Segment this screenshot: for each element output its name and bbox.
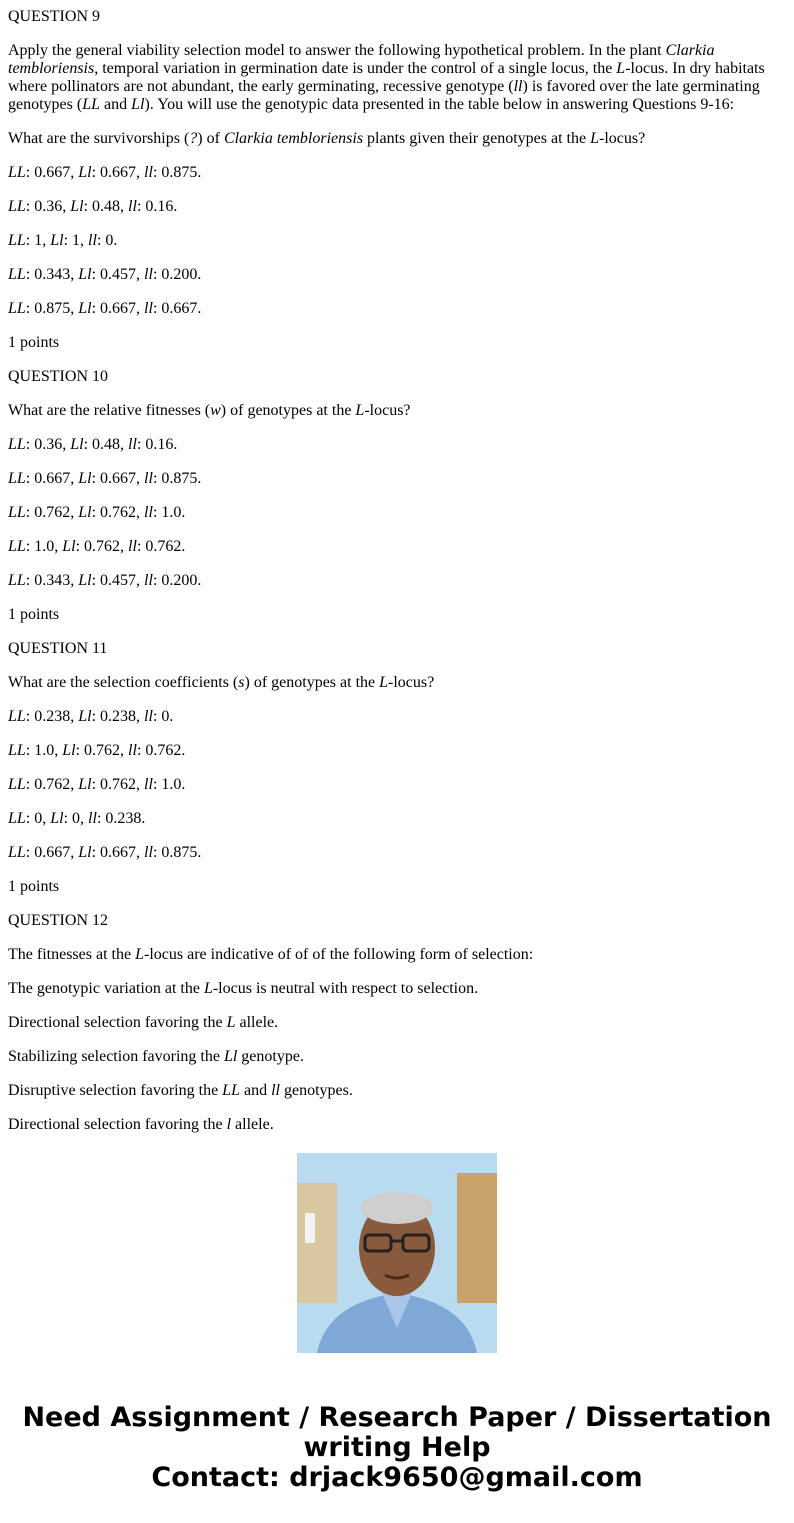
answer-option[interactable]: The genotypic variation at the L-locus is neutral with respect to selection. <box>8 980 479 997</box>
points-label: 1 points <box>8 606 60 623</box>
answer-option[interactable]: LL: 0.875, Ll: 0.667, ll: 0.667. <box>8 300 202 317</box>
footer-line-2: writing Help <box>303 1432 491 1463</box>
contact-footer <box>0 1403 794 1493</box>
question-text: Apply the general viability selection model to answer the following hypothetical problem. In the plant Clarkia tembloriensis, temporal variation in germination date is under the control of a single locus, the L-locus. In dry habitats where pollinators are not abundant, the early germinating, recessive genotype (ll) is favored over the late germinating genotypes (LL and Ll). You will use the genotypic data presented in the table below in answering Questions 9-16: <box>8 42 765 113</box>
answer-option[interactable]: LL: 0.343, Ll: 0.457, ll: 0.200. <box>8 266 202 283</box>
answer-option[interactable]: LL: 0.36, Ll: 0.48, ll: 0.16. <box>8 198 178 215</box>
question-heading: QUESTION 10 <box>8 368 108 385</box>
answer-option[interactable]: LL: 0, Ll: 0, ll: 0.238. <box>8 810 146 827</box>
answer-option[interactable]: LL: 0.667, Ll: 0.667, ll: 0.875. <box>8 844 202 861</box>
answer-option[interactable]: Directional selection favoring the l allele. <box>8 1116 274 1133</box>
question-text: The fitnesses at the L-locus are indicative of of of the following form of selection: <box>8 946 534 963</box>
answer-option[interactable]: LL: 0.762, Ll: 0.762, ll: 1.0. <box>8 504 186 521</box>
answer-option[interactable]: LL: 0.36, Ll: 0.48, ll: 0.16. <box>8 436 178 453</box>
answer-option[interactable]: LL: 0.762, Ll: 0.762, ll: 1.0. <box>8 776 186 793</box>
author-avatar <box>297 1153 497 1353</box>
question-heading: QUESTION 11 <box>8 640 108 657</box>
question-heading: QUESTION 12 <box>8 912 108 929</box>
answer-option[interactable]: LL: 1.0, Ll: 0.762, ll: 0.762. <box>8 538 186 555</box>
answer-option[interactable]: Directional selection favoring the L allele. <box>8 1014 279 1031</box>
answer-option[interactable]: Disruptive selection favoring the LL and ll genotypes. <box>8 1082 353 1099</box>
footer-line-3: Contact: drjack9650@gmail.com <box>151 1462 643 1493</box>
question-text: What are the survivorships (?) of Clarkia tembloriensis plants given their genotypes at the L-locus? <box>8 130 646 147</box>
answer-option[interactable]: LL: 1, Ll: 1, ll: 0. <box>8 232 118 249</box>
answer-option[interactable]: LL: 0.667, Ll: 0.667, ll: 0.875. <box>8 470 202 487</box>
question-text: What are the relative fitnesses (w) of genotypes at the L-locus? <box>8 402 411 419</box>
points-label: 1 points <box>8 334 60 351</box>
question-heading: QUESTION 9 <box>8 8 100 25</box>
question-document <box>8 0 783 1133</box>
answer-option[interactable]: LL: 0.667, Ll: 0.667, ll: 0.875. <box>8 164 202 181</box>
answer-option[interactable]: LL: 0.343, Ll: 0.457, ll: 0.200. <box>8 572 202 589</box>
answer-option[interactable]: LL: 0.238, Ll: 0.238, ll: 0. <box>8 708 174 725</box>
answer-option[interactable]: LL: 1.0, Ll: 0.762, ll: 0.762. <box>8 742 186 759</box>
points-label: 1 points <box>8 878 60 895</box>
question-text: What are the selection coefficients (s) of genotypes at the L-locus? <box>8 674 435 691</box>
answer-option[interactable]: Stabilizing selection favoring the Ll genotype. <box>8 1048 304 1065</box>
footer-line-1: Need Assignment / Research Paper / Dissertation <box>22 1402 772 1433</box>
